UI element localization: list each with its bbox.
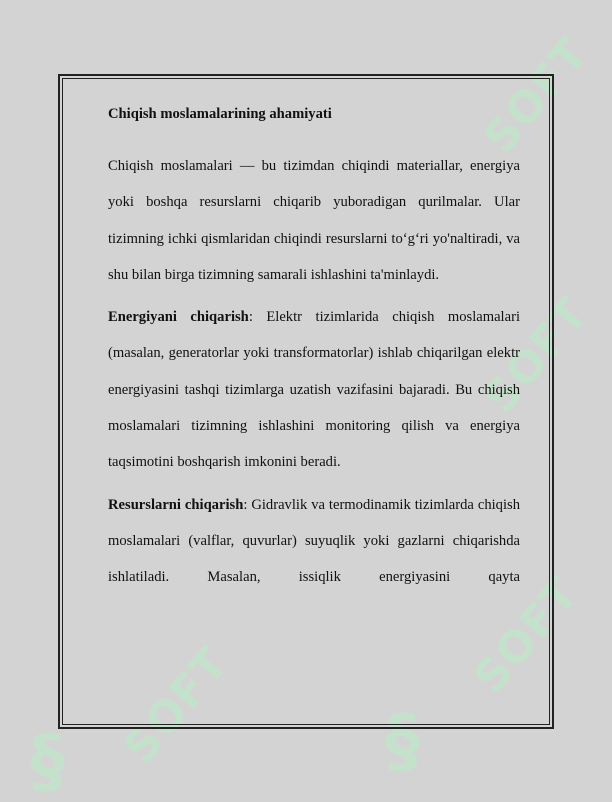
paragraph-energy-output	[108, 299, 520, 480]
paragraph-intro: Chiqish moslamalari — bu tizimdan chiqindi materiallar, energiya yoki boshqa resurslarni chiqarib yuboradigan qurilmalar. Ular tizimning ichki qismlaridan chiqindi resurslarni to‘g‘ri yo'naltiradi, va shu bilan birga tizimning samarali ishlashini ta'minlaydi.	[108, 158, 520, 283]
watermark-bottom-right: SOFT	[464, 568, 589, 703]
watermark-logo-icon: §	[385, 700, 420, 782]
section-heading: Chiqish moslamalarining ahamiyati	[108, 106, 332, 122]
watermark-logo-icon: §	[30, 720, 65, 802]
document-body	[108, 98, 520, 596]
paragraph-energy-output-text: : Elektr tizimlarida chiqish moslamalari (masalan, generatorlar yoki transformatorlar) ishlab chiqarilgan elektr energiyasini tashqi tizimlarga uzatish vazifasini bajaradi. Bu chiqish moslamalari tizimning ishlashini monitoring qilish va energiya taqsimotini boshqarish imkonini beradi.	[108, 309, 520, 471]
watermark-top-right: SOFT	[474, 28, 599, 163]
term-resource-output: Resurslarni chiqarish	[108, 496, 244, 513]
watermark-bottom-left: SOFT	[114, 638, 239, 773]
term-energy-output: Energiyani chiqarish	[108, 309, 249, 326]
paragraph-resource-output-text: : Gidravlik va termodinamik tizimlarda chiqish moslamalari (valflar, quvurlar) suyuqlik yoki gazlarni chiqarishda ishlatiladi. Masalan, issiqlik energiyasini qayta	[108, 496, 520, 586]
paragraph-resource-output	[108, 487, 520, 596]
watermark-middle-right: SOFT	[474, 288, 599, 423]
